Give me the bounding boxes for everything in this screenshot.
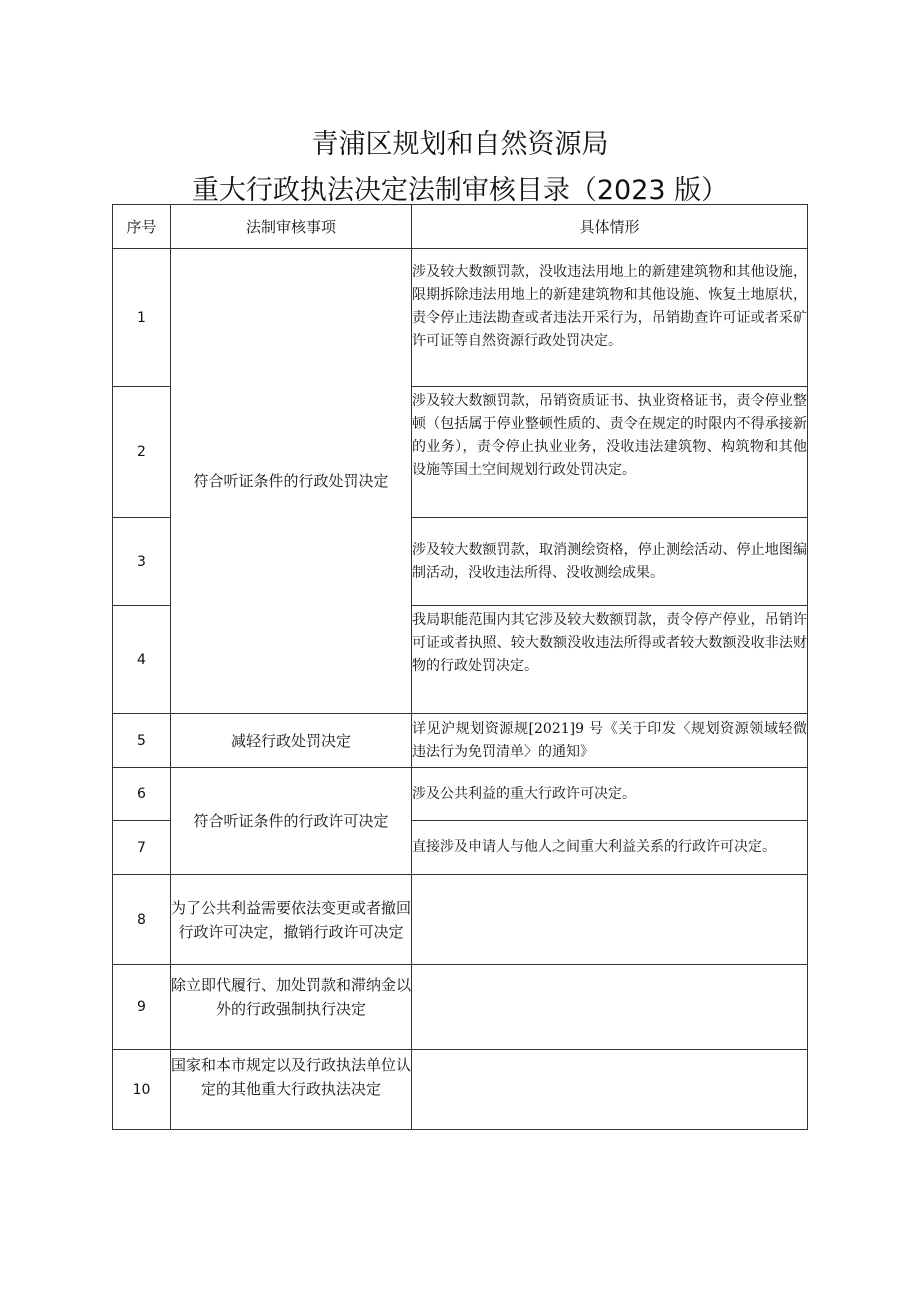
- table-row: [113, 875, 808, 965]
- review-item-cell: 除立即代履行、加处罚款和滞纳金以外的行政强制执行决定: [171, 965, 412, 1050]
- row-number: 7: [113, 821, 171, 875]
- detail-cell: 涉及较大数额罚款，没收违法用地上的新建建筑物和其他设施，限期拆除违法用地上的新建建筑物和其他设施、恢复土地原状，责令停止违法勘查或者违法开采行为，吊销勘查许可证或者采矿许可证等自然资源行政处罚决定。: [412, 249, 808, 387]
- detail-cell: 涉及较大数额罚款，吊销资质证书、执业资格证书，责令停业整顿（包括属于停业整顿性质的、责令在规定的时限内不得承接新的业务），责令停止执业业务，没收违法建筑物、构筑物和其他设施等国土空间规划行政处罚决定。: [412, 387, 808, 518]
- detail-cell: [412, 965, 808, 1050]
- header-number: 序号: [113, 205, 171, 249]
- row-number: 4: [113, 606, 171, 714]
- review-item-cell: 符合听证条件的行政许可决定: [171, 768, 412, 875]
- document-title-line2: 重大行政执法决定法制审核目录（2023 版）: [191, 175, 729, 206]
- review-item-cell: 为了公共利益需要依法变更或者撤回行政许可决定，撤销行政许可决定: [171, 875, 412, 965]
- review-item-cell: 减轻行政处罚决定: [171, 714, 412, 768]
- row-number: 5: [113, 714, 171, 768]
- table-row: [113, 1050, 808, 1130]
- table-row: [113, 249, 808, 387]
- review-catalog-table: [112, 204, 808, 1130]
- review-item-cell: 符合听证条件的行政处罚决定: [171, 249, 412, 714]
- detail-cell: [412, 875, 808, 965]
- row-number: 9: [113, 965, 171, 1050]
- table-row: [113, 965, 808, 1050]
- table-row: [113, 714, 808, 768]
- table-header-row: [113, 205, 808, 249]
- detail-cell: [412, 1050, 808, 1130]
- header-specific-circumstances: 具体情形: [412, 205, 808, 249]
- row-number: 2: [113, 387, 171, 518]
- detail-cell: 涉及公共利益的重大行政许可决定。: [412, 768, 808, 821]
- row-number: 3: [113, 518, 171, 606]
- detail-cell: 我局职能范围内其它涉及较大数额罚款，责令停产停业，吊销许可证或者执照、较大数额没收违法所得或者较大数额没收非法财物的行政处罚决定。: [412, 606, 808, 714]
- header-review-item: 法制审核事项: [171, 205, 412, 249]
- row-number: 8: [113, 875, 171, 965]
- review-item-cell: 国家和本市规定以及行政执法单位认定的其他重大行政执法决定: [171, 1050, 412, 1130]
- row-number: 6: [113, 768, 171, 821]
- detail-cell: 直接涉及申请人与他人之间重大利益关系的行政许可决定。: [412, 821, 808, 875]
- detail-cell: 涉及较大数额罚款，取消测绘资格，停止测绘活动、停止地图编制活动，没收违法所得、没收测绘成果。: [412, 518, 808, 606]
- row-number: 1: [113, 249, 171, 387]
- document-title-line1: 青浦区规划和自然资源局: [311, 129, 609, 160]
- row-number: 10: [113, 1050, 171, 1130]
- table-row: [113, 768, 808, 821]
- detail-cell: 详见沪规划资源规[2021]9 号《关于印发〈规划资源领域轻微违法行为免罚清单〉的通知》: [412, 714, 808, 768]
